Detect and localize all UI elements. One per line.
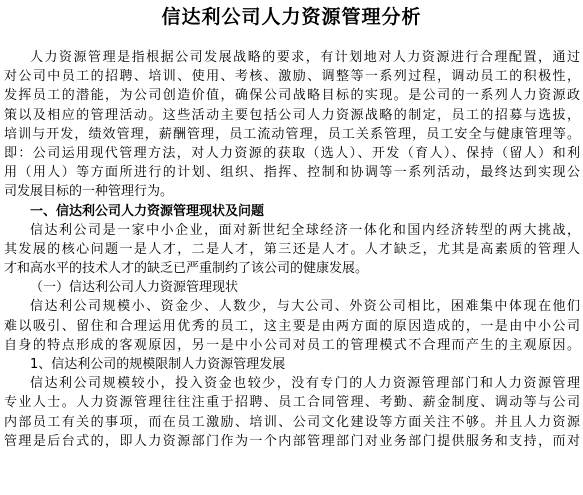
paragraph-line: 信达利公司规模小、资金少、人数少，与大公司、外资公司相比，困难集中体现在他们 — [30, 299, 580, 315]
paragraph-line: 信达利公司是一家中小企业，面对新世纪全球经济一体化和国内经济转型的两大挑战， — [30, 222, 580, 238]
document-title: 信达利公司人力资源管理分析 — [161, 6, 422, 28]
paragraph-line: 内部员工有关的事项，而在员工激励、培训、公司文化建设等方面关注不够。并且人力资源 — [4, 414, 580, 430]
paragraph-line: 其发展的核心问题一是人才，二是人才，第三还是人才。人才缺乏，尤其是高素质的管理人 — [4, 241, 580, 257]
paragraph-line: 培训与开发，绩效管理，薪酬管理，员工流动管理，员工关系管理，员工安全与健康管理等。 — [4, 126, 580, 142]
paragraph-line: 自身的特点形成的客观原因，另一是中小公司对员工的管理模式不合理而产生的主观原因。 — [4, 337, 580, 353]
paragraph-line: 难以吸引、留住和合理运用优秀的员工，这主要是由两方面的原因造成的，一是由中小公司 — [4, 318, 580, 334]
paragraph-line: 信达利公司规模较小，投入资金也较少，没有专门的人力资源管理部门和人力资源管理 — [30, 376, 580, 392]
paragraph-line: 司发展目标的一种管理行为。 — [4, 184, 174, 200]
section-heading: 一、信达利公司人力资源管理现状及问题 — [30, 203, 265, 219]
paragraph-line: 对公司中员工的招聘、培训、使用、考核、激励、调整等一系列过程，调动员工的积极性， — [4, 69, 580, 85]
subsection-heading: （一）信达利公司人力资源管理现状 — [30, 280, 239, 296]
paragraph-line: 发挥员工的潜能，为公司创造价值，确保公司战略目标的实现。是公司的一系列人力资源政 — [4, 88, 580, 104]
paragraph-line: 管理是后台式的，即人力资源部门作为一个内部管理部门对业务部门提供服务和支持，而对 — [4, 433, 580, 449]
subsection-heading: 1、信达利公司的规模限制人力资源管理发展 — [30, 357, 286, 372]
paragraph-line: 专业人士。人力资源管理往往注重于招聘、员工合同管理、考勤、薪金制度、调动等与公司 — [4, 395, 580, 411]
paragraph-line: 策以及相应的管理活动。这些活动主要包括公司人力资源战略的制定，员工的招募与选拔， — [4, 107, 580, 123]
paragraph-line: 才和高水平的技术人才的缺乏已严重制约了该公司的健康发展。 — [4, 261, 369, 277]
paragraph-line: 人力资源管理是指根据公司发展战略的要求，有计划地对人力资源进行合理配置，通过 — [30, 50, 580, 65]
document-body — [4, 48, 580, 451]
paragraph-line: 即：公司运用现代管理方法，对人力资源的获取（选人）、开发（育人）、保持（留人）和利 — [4, 145, 580, 161]
paragraph-line: 用（用人）等方面所进行的计划、组织、指挥、控制和协调等一系列活动，最终达到实现公 — [4, 165, 580, 181]
